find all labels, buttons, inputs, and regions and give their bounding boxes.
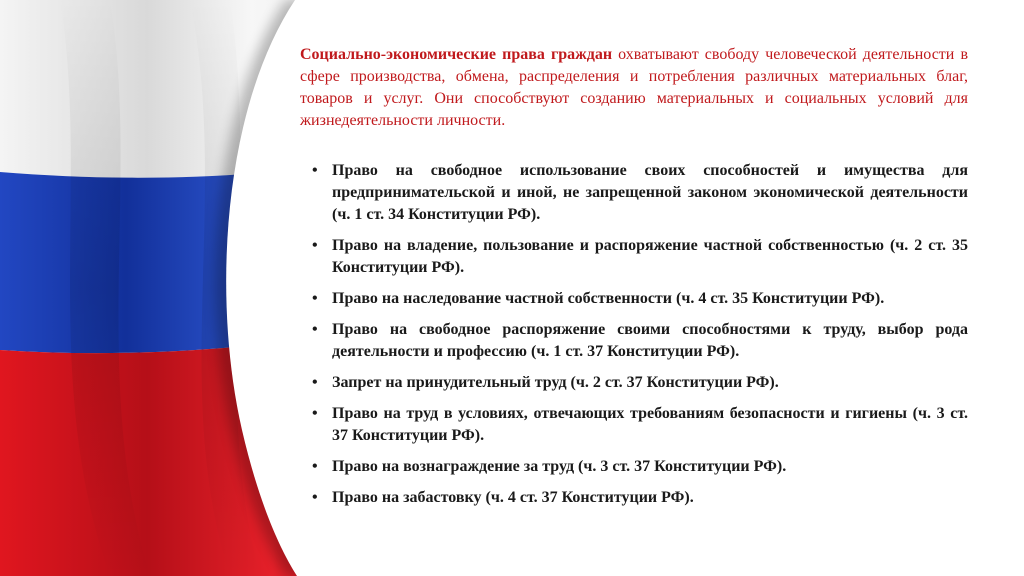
content-area — [300, 44, 968, 518]
list-item — [312, 160, 968, 226]
bullet-icon: • — [312, 405, 318, 422]
intro-lead: Социально-экономические права граждан — [300, 46, 613, 63]
list-item-text: Право на вознаграждение за труд (ч. 3 ст. 37 Конституции РФ). — [332, 458, 787, 475]
intro-paragraph — [300, 44, 968, 132]
list-item-text: Право на труд в условиях, отвечающих требованиям безопасности и гигиены (ч. 3 ст. 37 Конституции РФ). — [332, 405, 968, 444]
list-item — [312, 403, 968, 447]
bullet-icon: • — [312, 489, 318, 506]
list-item-text: Право на наследование частной собственности (ч. 4 ст. 35 Конституции РФ). — [332, 290, 885, 307]
list-item — [312, 487, 968, 509]
list-item — [312, 319, 968, 363]
list-item-text: Право на владение, пользование и распоряжение частной собственностью (ч. 2 ст. 35 Конституции РФ). — [332, 237, 968, 276]
list-item — [312, 235, 968, 279]
list-item-text: Запрет на принудительный труд (ч. 2 ст. 37 Конституции РФ). — [332, 374, 779, 391]
bullet-icon: • — [312, 237, 318, 254]
list-item — [312, 372, 968, 394]
rights-list — [300, 160, 968, 509]
bullet-icon: • — [312, 374, 318, 391]
intro-text: охватывают свободу человеческой деятельности в сфере производства, обмена, распределения и потребления различных материальных благ, товаров и услуг. Они способствуют созданию материальных и социальных условий для жизнедеятельности личности. — [300, 46, 968, 129]
bullet-icon: • — [312, 458, 318, 475]
list-item-text: Право на забастовку (ч. 4 ст. 37 Конституции РФ). — [332, 489, 694, 506]
bullet-icon: • — [312, 321, 318, 338]
list-item-text: Право на свободное распоряжение своими способностями к труду, выбор рода деятельности и профессию (ч. 1 ст. 37 Конституции РФ). — [332, 321, 968, 360]
bullet-icon: • — [312, 290, 318, 307]
list-item-text: Право на свободное использование своих способностей и имущества для предпринимательской и иной, не запрещенной законом экономической деятельности (ч. 1 ст. 34 Конституции РФ). — [332, 162, 968, 223]
list-item — [312, 456, 968, 478]
list-item — [312, 288, 968, 310]
bullet-icon: • — [312, 162, 318, 179]
